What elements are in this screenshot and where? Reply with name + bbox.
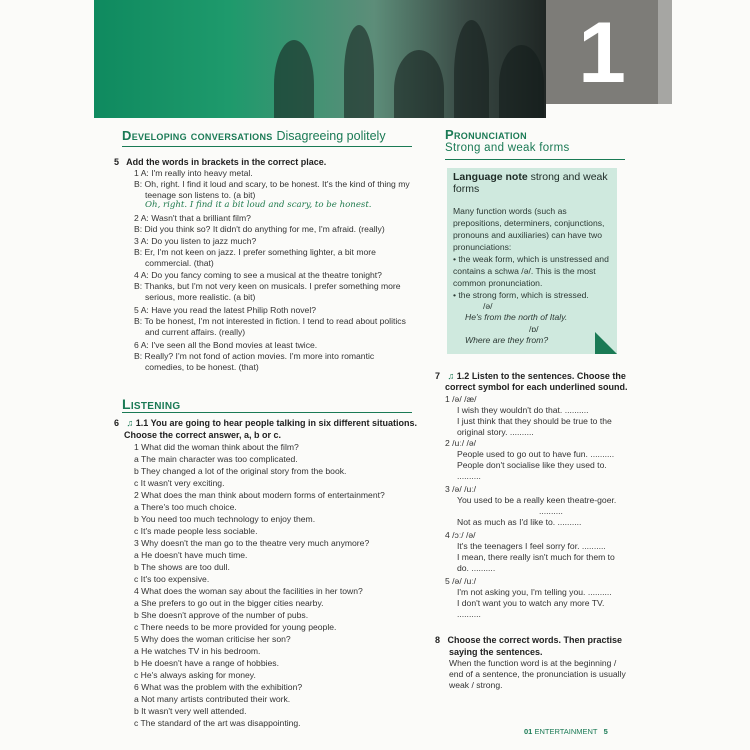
dialogue-line: B: Oh, right. I find it loud and scary, to be honest. It's the kind of thing my: [134, 179, 410, 189]
audio-track-number: 1.2: [456, 371, 470, 381]
symbol-choice: 4 /ɔː/ /ə/: [445, 530, 476, 540]
silhouette: [454, 20, 489, 118]
unit-stripe: [658, 0, 672, 104]
sentence-line: People used to go out to have fun. ..........: [457, 449, 615, 459]
phonetic-symbol: /ə/: [483, 301, 493, 311]
option-line: a He doesn't have much time.: [134, 550, 248, 560]
sentence-line: I'm not asking you, I'm telling you. ..........: [457, 587, 612, 597]
developing-conversations-subtitle: Disagreeing politely: [276, 129, 386, 143]
page-number: 5: [603, 727, 608, 736]
dialogue-line: 1 A: I'm really into heavy metal.: [134, 168, 253, 178]
language-note-title: [453, 171, 608, 195]
exercise-8-instruction: [435, 634, 622, 646]
language-note-line: • the weak form, which is unstressed and: [453, 254, 609, 264]
dialogue-line: B: To be honest, I'm not interested in fiction. I tend to read about politics: [134, 316, 406, 326]
dialogue-line: 6 A: I've seen all the Bond movies at least twice.: [134, 340, 318, 350]
silhouette: [274, 40, 314, 118]
sentence-line: You used to be a really keen theatre-goer.: [457, 495, 617, 505]
option-line: b It wasn't very well attended.: [134, 706, 247, 716]
page-fold-corner: [595, 332, 617, 354]
option-line: a She prefers to go out in the bigger cities nearby.: [134, 598, 324, 608]
audio-icon[interactable]: ♫: [447, 371, 455, 381]
sentence-line: I wish they wouldn't do that. ..........: [457, 405, 589, 415]
exercise-5-instruction: [114, 156, 326, 168]
language-note-title-bold: Language note: [453, 171, 528, 183]
footer-unit-label: 01: [524, 727, 533, 736]
language-note-title-sub: forms: [453, 183, 480, 195]
language-note-line: prepositions, determiners, conjunctions,: [453, 218, 605, 228]
dialogue-line: B: Really? I'm not fond of action movies. I'm more into romantic: [134, 351, 375, 361]
symbol-choice: 1 /ə/ /æ/: [445, 394, 477, 404]
dialogue-line: 2 A: Wasn't that a brilliant film?: [134, 213, 251, 223]
example-sentence: Where are they from?: [465, 335, 549, 345]
dialogue-line: B: Er, I'm not keen on jazz. I prefer something lighter, a bit more: [134, 247, 376, 257]
language-note-title-sub: strong and weak: [530, 171, 608, 183]
option-line: b She doesn't approve of the number of pubs.: [134, 610, 309, 620]
sentence-line: original story. ..........: [457, 427, 534, 437]
unit-number: 1: [578, 5, 626, 101]
footer-section-label: ENTERTAINMENT: [534, 727, 598, 736]
exercise-7-instruction-cont: correct symbol for each underlined sound.: [445, 382, 628, 392]
question-line: 4 What does the woman say about the facilities in her town?: [134, 586, 363, 596]
question-line: 1 What did the woman think about the film?: [134, 442, 299, 452]
sentence-line: Not as much as I'd like to. ..........: [457, 517, 582, 527]
sentence-line: I don't want you to watch any more TV.: [457, 598, 605, 608]
symbol-choice: 3 /ə/ /uː/: [445, 484, 477, 494]
example-sentence: He's from the north of Italy.: [465, 312, 568, 322]
option-line: b You need too much technology to enjoy them.: [134, 514, 316, 524]
listening-heading: Listening: [122, 396, 181, 412]
sentence-line: It's the teenagers I feel sorry for. ..........: [457, 541, 606, 551]
section-divider: [122, 146, 412, 147]
exercise-number: 6: [114, 418, 120, 428]
option-line: c There needs to be more provided for young people.: [134, 622, 337, 632]
language-note-box: [447, 168, 617, 354]
option-line: b They changed a lot of the original story from the book.: [134, 466, 347, 476]
language-note-line: common pronunciation.: [453, 278, 543, 288]
dialogue-line: serious, more realistic. (a bit): [145, 292, 256, 302]
option-line: c He's always asking for money.: [134, 670, 256, 680]
exercise-8-line: end of a sentence, the pronunciation is usually: [449, 669, 626, 679]
exercise-number: 5: [114, 157, 120, 167]
sentence-line: do. ..........: [457, 563, 496, 573]
dialogue-line: B: Thanks, but I'm not very keen on musicals. I prefer something more: [134, 281, 401, 291]
exercise-number: 7: [435, 371, 441, 381]
handwritten-answer: Oh, right. I find it a bit loud and scary, to be honest.: [145, 200, 372, 210]
instruction-text: Listen to the sentences. Choose the: [471, 371, 626, 381]
phonetic-symbol: /ɒ/: [529, 324, 539, 334]
silhouette: [394, 50, 444, 118]
silhouette: [499, 45, 544, 118]
silhouette: [344, 25, 374, 118]
instruction-text: Choose the correct words. Then practise: [447, 635, 623, 645]
option-line: a There's too much choice.: [134, 502, 237, 512]
language-note-line: contains a schwa /ə/. This is the most: [453, 266, 596, 276]
language-note-line: • the strong form, which is stressed.: [453, 290, 589, 300]
option-line: a He watches TV in his bedroom.: [134, 646, 261, 656]
sentence-line: I mean, there really isn't much for them to: [457, 552, 615, 562]
header-photo: [94, 0, 546, 118]
question-line: 6 What was the problem with the exhibition?: [134, 682, 303, 692]
question-line: 3 Why doesn't the man go to the theatre very much anymore?: [134, 538, 370, 548]
page-footer: [524, 727, 608, 736]
exercise-6-instruction: [114, 417, 417, 429]
sentence-line: ..........: [539, 506, 563, 516]
option-line: c It wasn't very exciting.: [134, 478, 225, 488]
dialogue-line: teenage son listens to. (a bit): [145, 190, 256, 200]
option-line: c It's made people less sociable.: [134, 526, 258, 536]
dialogue-line: B: Did you think so? It didn't do anything for me, I'm afraid. (really): [134, 224, 385, 234]
sentence-line: I just think that they should be true to the: [457, 416, 612, 426]
option-line: a Not many artists contributed their work.: [134, 694, 291, 704]
audio-icon[interactable]: ♫: [126, 418, 134, 428]
sentence-line: ..........: [457, 609, 481, 619]
sentence-line: ..........: [457, 471, 481, 481]
language-note-line: pronouns and auxiliaries) can have two: [453, 230, 603, 240]
instruction-text: Add the words in brackets in the correct place.: [126, 157, 327, 167]
option-line: c It's too expensive.: [134, 574, 210, 584]
dialogue-line: 5 A: Have you read the latest Philip Roth novel?: [134, 305, 317, 315]
question-line: 2 What does the man think about modern forms of entertainment?: [134, 490, 385, 500]
option-line: b The shows are too dull.: [134, 562, 230, 572]
sentence-line: People don't socialise like they used to.: [457, 460, 607, 470]
audio-track-number: 1.1: [135, 418, 149, 428]
option-line: a The main character was too complicated.: [134, 454, 298, 464]
option-line: b He doesn't have a range of hobbies.: [134, 658, 279, 668]
dialogue-line: comedies, to be honest. (that): [145, 362, 259, 372]
dialogue-line: commercial. (that): [145, 258, 214, 268]
dialogue-line: 3 A: Do you listen to jazz much?: [134, 236, 257, 246]
symbol-choice: 5 /ə/ /uː/: [445, 576, 477, 586]
question-line: 5 Why does the woman criticise her son?: [134, 634, 291, 644]
instruction-text: You are going to hear people talking in six different situations.: [150, 418, 418, 428]
exercise-8-line: When the function word is at the beginning /: [449, 658, 617, 668]
dialogue-line: and current affairs. (really): [145, 327, 246, 337]
developing-conversations-heading: [122, 128, 386, 143]
exercise-8-line: weak / strong.: [449, 680, 503, 690]
dialogue-line: 4 A: Do you fancy coming to see a musical at the theatre tonight?: [134, 270, 382, 280]
option-line: c The standard of the art was disappointing.: [134, 718, 301, 728]
exercise-6-instruction-cont: Choose the correct answer, a, b or c.: [124, 430, 282, 440]
pronunciation-subtitle: Strong and weak forms: [445, 142, 570, 154]
language-note-line: pronunciations:: [453, 242, 512, 252]
unit-number-box: [546, 0, 658, 104]
section-divider: [445, 159, 625, 160]
pronunciation-heading: Pronunciation: [445, 127, 527, 142]
exercise-number: 8: [435, 635, 441, 645]
section-divider: [122, 412, 412, 413]
exercise-8-instruction-cont: saying the sentences.: [449, 647, 543, 657]
symbol-choice: 2 /uː/ /ə/: [445, 438, 477, 448]
developing-conversations-title: Developing conversations: [122, 128, 273, 143]
language-note-line: Many function words (such as: [453, 206, 567, 216]
